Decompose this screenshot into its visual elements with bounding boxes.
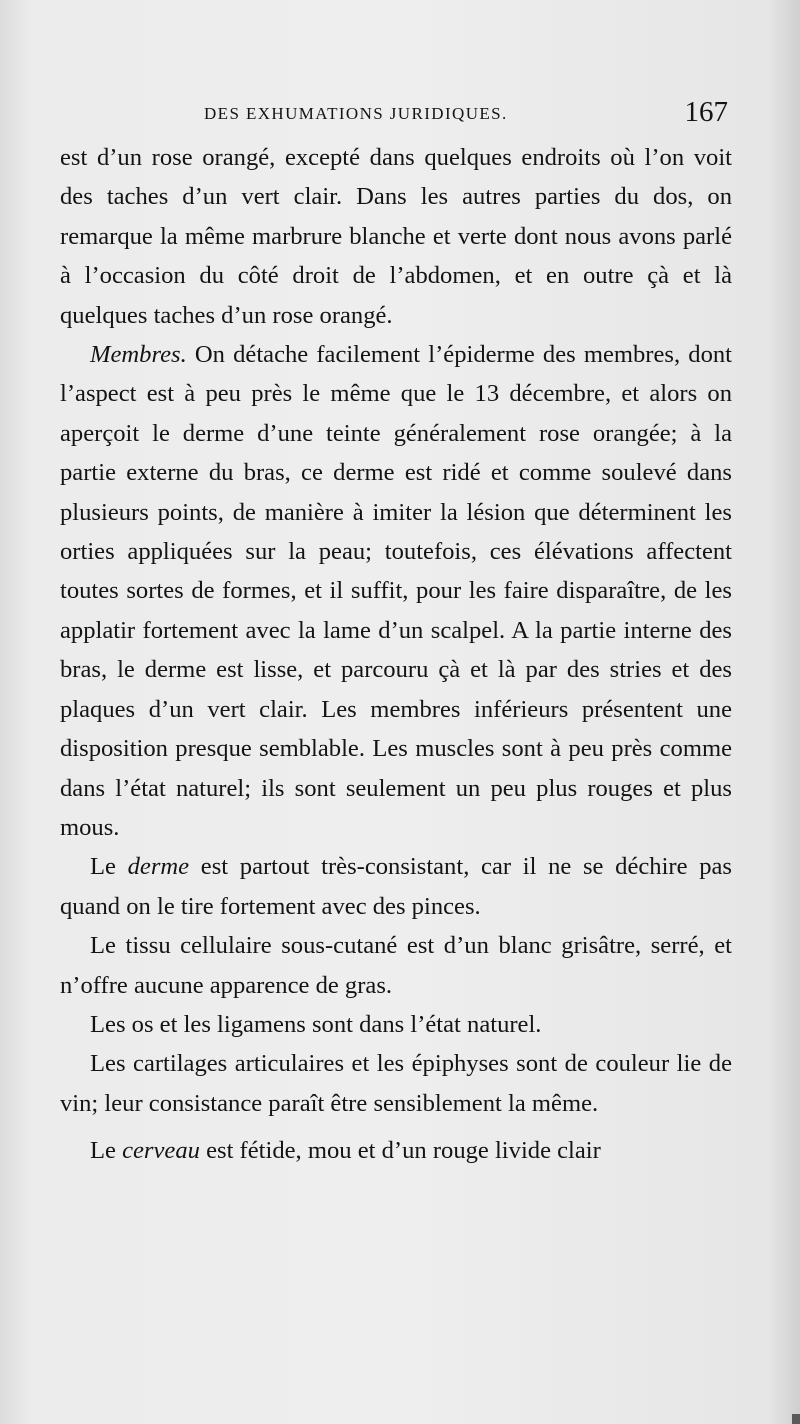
- paragraph-os-ligamens: [60, 1005, 732, 1044]
- paragraph-text: Le tissu cellulaire sous-cutané est d’un blanc grisâtre, serré, et n’offre aucune apparence de gras.: [60, 932, 732, 999]
- paragraph-derme: [60, 847, 732, 926]
- paragraph-dos: [60, 138, 732, 335]
- running-head: DES EXHUMATIONS JURIDIQUES.: [204, 104, 508, 123]
- paragraph-lead: Le: [90, 1137, 123, 1165]
- scan-edge-mark: [792, 1414, 800, 1424]
- paragraph-membres: [60, 335, 732, 847]
- paragraph-lead: Le: [90, 853, 128, 881]
- page-body: [60, 138, 732, 1171]
- italic-term-derme: derme: [127, 853, 190, 881]
- paragraph-text: Les cartilages articulaires et les épiphyses sont de couleur lie de vin; leur consistance paraît être sensiblement la même.: [60, 1050, 732, 1117]
- paragraph-cerveau: [60, 1131, 732, 1170]
- italic-term-cerveau: cerveau: [122, 1137, 200, 1165]
- paragraph-text: Les os et les ligamens sont dans l’état naturel.: [90, 1010, 542, 1038]
- paragraph-text: est fétide, mou et d’un rouge livide clair: [199, 1137, 601, 1165]
- paragraph-cartilages: [60, 1044, 732, 1123]
- paragraph-text: est d’un rose orangé, excepté dans quelques endroits où l’on voit des taches d’un vert clair. Dans les autres parties du dos, on remarque la même marbrure blanche et verte dont nous avons parlé à l’occasion du côté droit de l’abdomen, et en outre çà et là quelques taches d’un rose orangé.: [60, 144, 732, 329]
- paragraph-tissu-cellulaire: [60, 926, 732, 1005]
- section-heading-membres: Membres.: [90, 341, 187, 369]
- paragraph-text: On détache facilement l’épiderme des membres, dont l’aspect est à peu près le même que le 13 décembre, et alors on aperçoit le derme d’une teinte généralement rose orangée; à la partie externe du bras, ce derme est ridé et comme soulevé dans plusieurs points, de manière à imiter la lésion que déterminent les orties appliquées sur la peau; toutefois, ces élévations affectent toutes sortes de formes, et il suffit, pour les faire disparaître, de les applatir fortement avec la lame d’un scalpel. A la partie interne des bras, le derme est lisse, et parcouru çà et là par des stries et des plaques d’un vert clair. Les membres inférieurs présentent une disposition presque semblable. Les muscles sont à peu près comme dans l’état naturel; ils sont seulement un peu plus rouges et plus mous.: [60, 341, 732, 841]
- page-header: [204, 96, 728, 132]
- paragraph-text: est partout très-consistant, car il ne se déchire pas quand on le tire fortement avec des pinces.: [60, 853, 732, 920]
- page-number: 167: [684, 96, 728, 128]
